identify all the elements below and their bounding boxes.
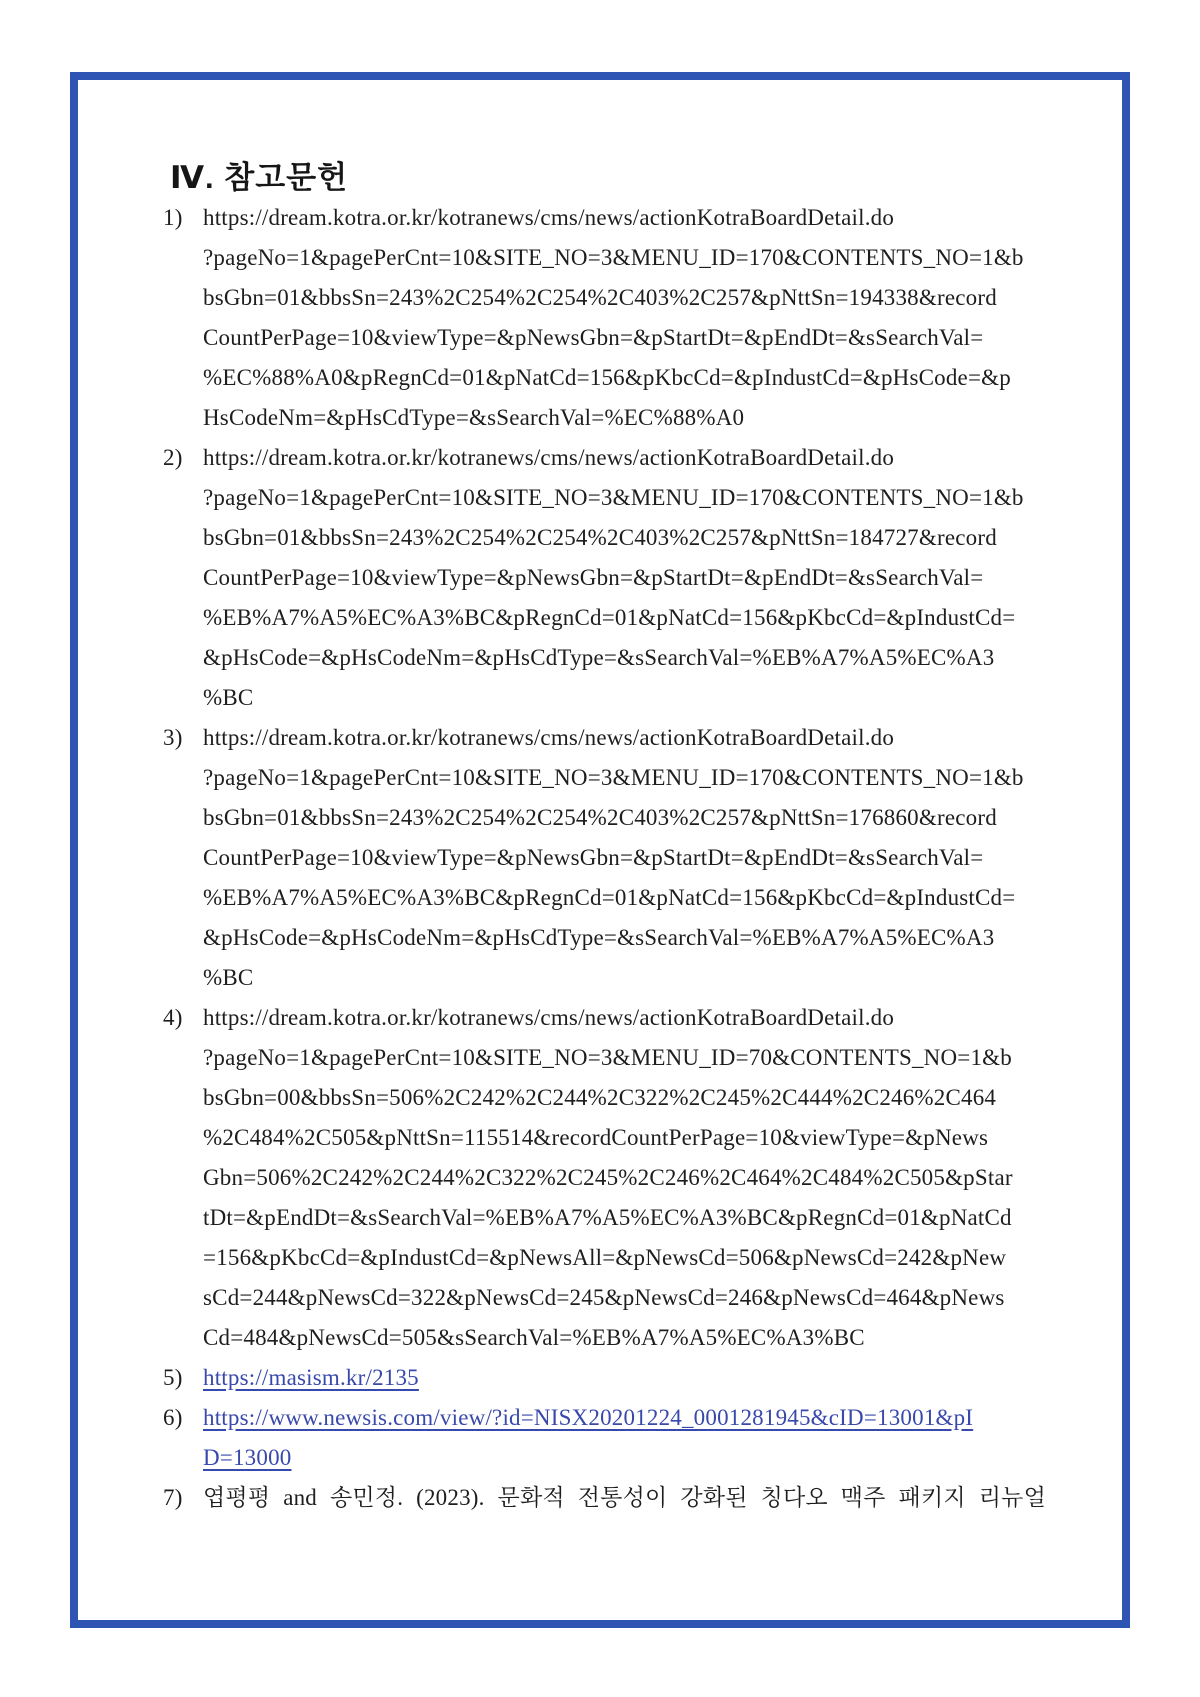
reference-line: sCd=244&pNewsCd=322&pNewsCd=245&pNewsCd=246&pNewsCd=464&pNews: [203, 1285, 1005, 1310]
reference-number: 1): [163, 205, 183, 230]
reference-line: %EB%A7%A5%EC%A3%BC&pRegnCd=01&pNatCd=156&pKbcCd=&pIndustCd=: [203, 605, 1016, 630]
reference-item: [163, 718, 1063, 998]
references-list: [163, 198, 1063, 1518]
reference-line: bsGbn=01&bbsSn=243%2C254%2C254%2C403%2C257&pNttSn=176860&record: [203, 805, 997, 830]
reference-line: %BC: [203, 965, 254, 990]
reference-line: 엽평평 and 송민정. (2023). 문화적 전통성이 강화된 칭다오 맥주 패키지 리뉴얼: [203, 1485, 1047, 1510]
reference-line: &pHsCode=&pHsCodeNm=&pHsCdType=&sSearchVal=%EB%A7%A5%EC%A3: [203, 925, 995, 950]
reference-number: 2): [163, 445, 183, 470]
reference-lines: [203, 998, 1063, 1358]
reference-line: https://dream.kotra.or.kr/kotranews/cms/news/actionKotraBoardDetail.do: [203, 725, 895, 750]
reference-line: %EB%A7%A5%EC%A3%BC&pRegnCd=01&pNatCd=156&pKbcCd=&pIndustCd=: [203, 885, 1016, 910]
reference-line: =156&pKbcCd=&pIndustCd=&pNewsAll=&pNewsCd=506&pNewsCd=242&pNew: [203, 1245, 1007, 1270]
reference-item: [163, 198, 1063, 438]
reference-line: https://dream.kotra.or.kr/kotranews/cms/news/actionKotraBoardDetail.do: [203, 205, 895, 230]
reference-lines: [203, 718, 1063, 998]
reference-lines: [203, 1358, 1063, 1398]
reference-line: ?pageNo=1&pagePerCnt=10&SITE_NO=3&MENU_ID=170&CONTENTS_NO=1&b: [203, 765, 1024, 790]
reference-item: [163, 998, 1063, 1358]
reference-number: 6): [163, 1405, 183, 1430]
reference-link-line: [203, 1358, 1063, 1398]
reference-line: https://dream.kotra.or.kr/kotranews/cms/news/actionKotraBoardDetail.do: [203, 1005, 895, 1030]
reference-line: bsGbn=01&bbsSn=243%2C254%2C254%2C403%2C257&pNttSn=184727&record: [203, 525, 997, 550]
reference-line: ?pageNo=1&pagePerCnt=10&SITE_NO=3&MENU_ID=170&CONTENTS_NO=1&b: [203, 245, 1024, 270]
reference-link[interactable]: D=13000: [203, 1445, 292, 1470]
reference-line: %BC: [203, 685, 254, 710]
reference-item: [163, 438, 1063, 718]
reference-line: CountPerPage=10&viewType=&pNewsGbn=&pStartDt=&pEndDt=&sSearchVal=: [203, 565, 984, 590]
reference-item: [163, 1358, 1063, 1398]
reference-line: %2C484%2C505&pNttSn=115514&recordCountPerPage=10&viewType=&pNews: [203, 1125, 989, 1150]
reference-number: 3): [163, 725, 183, 750]
reference-lines: [203, 438, 1063, 718]
reference-lines: [203, 1398, 1063, 1478]
reference-line: bsGbn=00&bbsSn=506%2C242%2C244%2C322%2C245%2C444%2C246%2C464: [203, 1085, 997, 1110]
section-heading: Ⅳ. 참고문헌: [170, 160, 349, 195]
reference-number: 5): [163, 1365, 183, 1390]
reference-line: CountPerPage=10&viewType=&pNewsGbn=&pStartDt=&pEndDt=&sSearchVal=: [203, 845, 984, 870]
reference-number: 4): [163, 1005, 183, 1030]
reference-line: ?pageNo=1&pagePerCnt=10&SITE_NO=3&MENU_ID=170&CONTENTS_NO=1&b: [203, 485, 1024, 510]
reference-link[interactable]: https://www.newsis.com/view/?id=NISX20201224_0001281945&cID=13001&pI: [203, 1405, 974, 1430]
reference-lines: [203, 198, 1063, 438]
reference-number: 7): [163, 1485, 183, 1510]
reference-line: HsCodeNm=&pHsCdType=&sSearchVal=%EC%88%A0: [203, 405, 745, 430]
reference-item: [163, 1398, 1063, 1478]
reference-link-line: [203, 1398, 1063, 1438]
reference-line: tDt=&pEndDt=&sSearchVal=%EB%A7%A5%EC%A3%BC&pRegnCd=01&pNatCd: [203, 1205, 1012, 1230]
reference-line: CountPerPage=10&viewType=&pNewsGbn=&pStartDt=&pEndDt=&sSearchVal=: [203, 325, 984, 350]
reference-item: [163, 1478, 1063, 1518]
reference-line: &pHsCode=&pHsCodeNm=&pHsCdType=&sSearchVal=%EB%A7%A5%EC%A3: [203, 645, 995, 670]
reference-lines: [203, 1478, 1063, 1518]
reference-link[interactable]: https://masism.kr/2135: [203, 1365, 419, 1390]
reference-line: %EC%88%A0&pRegnCd=01&pNatCd=156&pKbcCd=&pIndustCd=&pHsCode=&p: [203, 365, 1011, 390]
reference-line: bsGbn=01&bbsSn=243%2C254%2C254%2C403%2C257&pNttSn=194338&record: [203, 285, 997, 310]
reference-line: Cd=484&pNewsCd=505&sSearchVal=%EB%A7%A5%EC%A3%BC: [203, 1325, 865, 1350]
reference-line: Gbn=506%2C242%2C244%2C322%2C245%2C246%2C464%2C484%2C505&pStar: [203, 1165, 1013, 1190]
reference-line: ?pageNo=1&pagePerCnt=10&SITE_NO=3&MENU_ID=70&CONTENTS_NO=1&b: [203, 1045, 1012, 1070]
reference-line: https://dream.kotra.or.kr/kotranews/cms/news/actionKotraBoardDetail.do: [203, 445, 895, 470]
reference-link-line: [203, 1438, 1063, 1478]
